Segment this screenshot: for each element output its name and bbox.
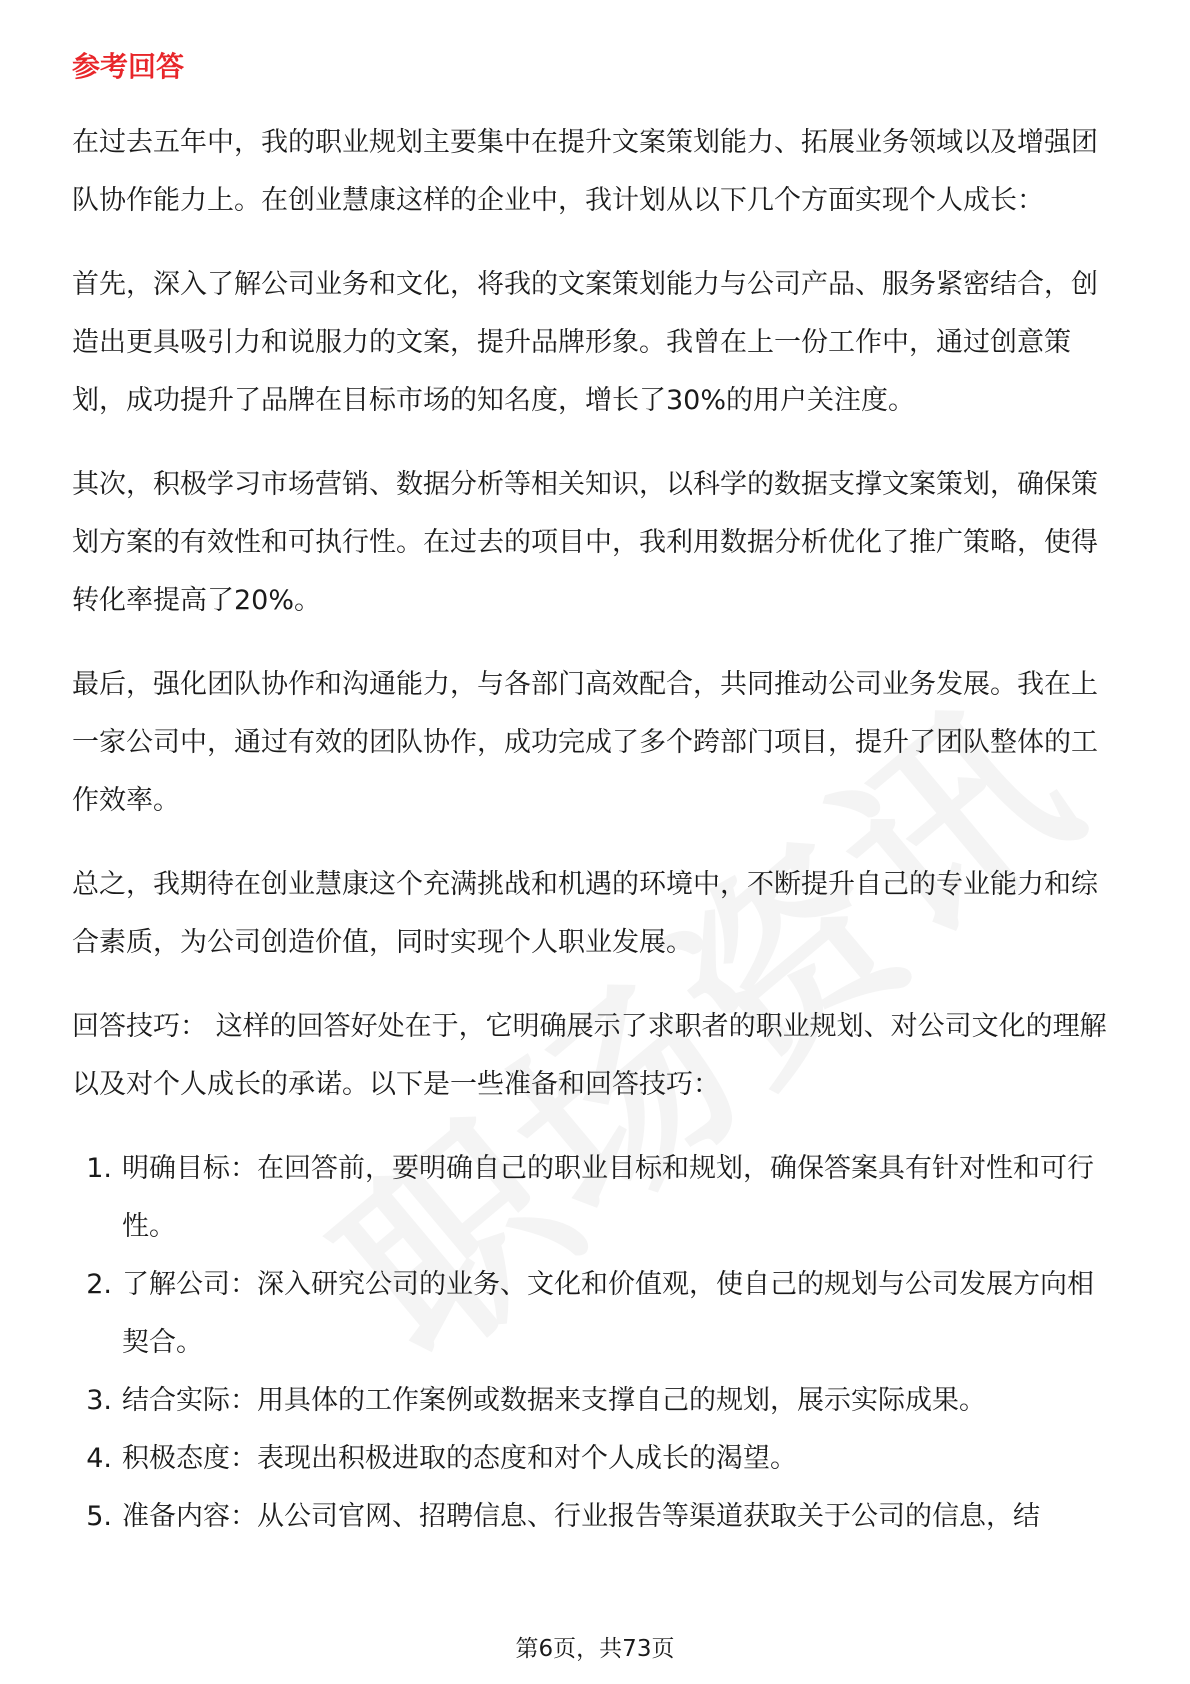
tip-number: 5. (86, 1501, 112, 1532)
tip-text: 结合实际：用具体的工作案例或数据来支撑自己的规划，展示实际成果。 (122, 1385, 986, 1416)
tips-list (72, 1140, 1120, 1546)
paragraph-intro: 在过去五年中，我的职业规划主要集中在提升文案策划能力、拓展业务领域以及增强团队协作能力上。在创业慧康这样的企业中，我计划从以下几个方面实现个人成长： (72, 127, 1098, 216)
paragraph-last: 最后，强化团队协作和沟通能力，与各部门高效配合，共同推动公司业务发展。我在上一家公司中，通过有效的团队协作，成功完成了多个跨部门项目，提升了团队整体的工作效率。 (72, 669, 1098, 816)
tip-text: 了解公司：深入研究公司的业务、文化和价值观，使自己的规划与公司发展方向相契合。 (122, 1269, 1094, 1358)
tip-text: 明确目标：在回答前，要明确自己的职业目标和规划，确保答案具有针对性和可行性。 (122, 1153, 1094, 1242)
paragraph-tips-intro: 回答技巧： 这样的回答好处在于，它明确展示了求职者的职业规划、对公司文化的理解以及对个人成长的承诺。以下是一些准备和回答技巧： (72, 1011, 1107, 1100)
tip-item (86, 1256, 1120, 1372)
tip-text: 准备内容：从公司官网、招聘信息、行业报告等渠道获取关于公司的信息，结 (122, 1501, 1040, 1532)
paragraph-first: 首先，深入了解公司业务和文化，将我的文案策划能力与公司产品、服务紧密结合，创造出更具吸引力和说服力的文案，提升品牌形象。我曾在上一份工作中，通过创意策划，成功提升了品牌在目标市场的知名度，增长了30%的用户关注度。 (72, 269, 1098, 416)
paragraph-second: 其次，积极学习市场营销、数据分析等相关知识，以科学的数据支撑文案策划，确保策划方案的有效性和可执行性。在过去的项目中，我利用数据分析优化了推广策略，使得转化率提高了20%。 (72, 469, 1098, 616)
tip-text: 积极态度：表现出积极进取的态度和对个人成长的渴望。 (122, 1443, 797, 1474)
tip-item (86, 1140, 1120, 1256)
tip-number: 3. (86, 1385, 112, 1416)
tip-number: 4. (86, 1443, 112, 1474)
page-number-footer: 第6页，共73页 (515, 1636, 675, 1662)
tip-item (86, 1430, 1120, 1488)
tip-number: 1. (86, 1153, 112, 1184)
tip-number: 2. (86, 1269, 112, 1300)
section-heading: 参考回答 (72, 50, 185, 83)
tip-item (86, 1488, 1120, 1546)
answer-content (72, 114, 1120, 1546)
paragraph-summary: 总之，我期待在创业慧康这个充满挑战和机遇的环境中，不断提升自己的专业能力和综合素质，为公司创造价值，同时实现个人职业发展。 (72, 869, 1098, 958)
tip-item (86, 1372, 1120, 1430)
